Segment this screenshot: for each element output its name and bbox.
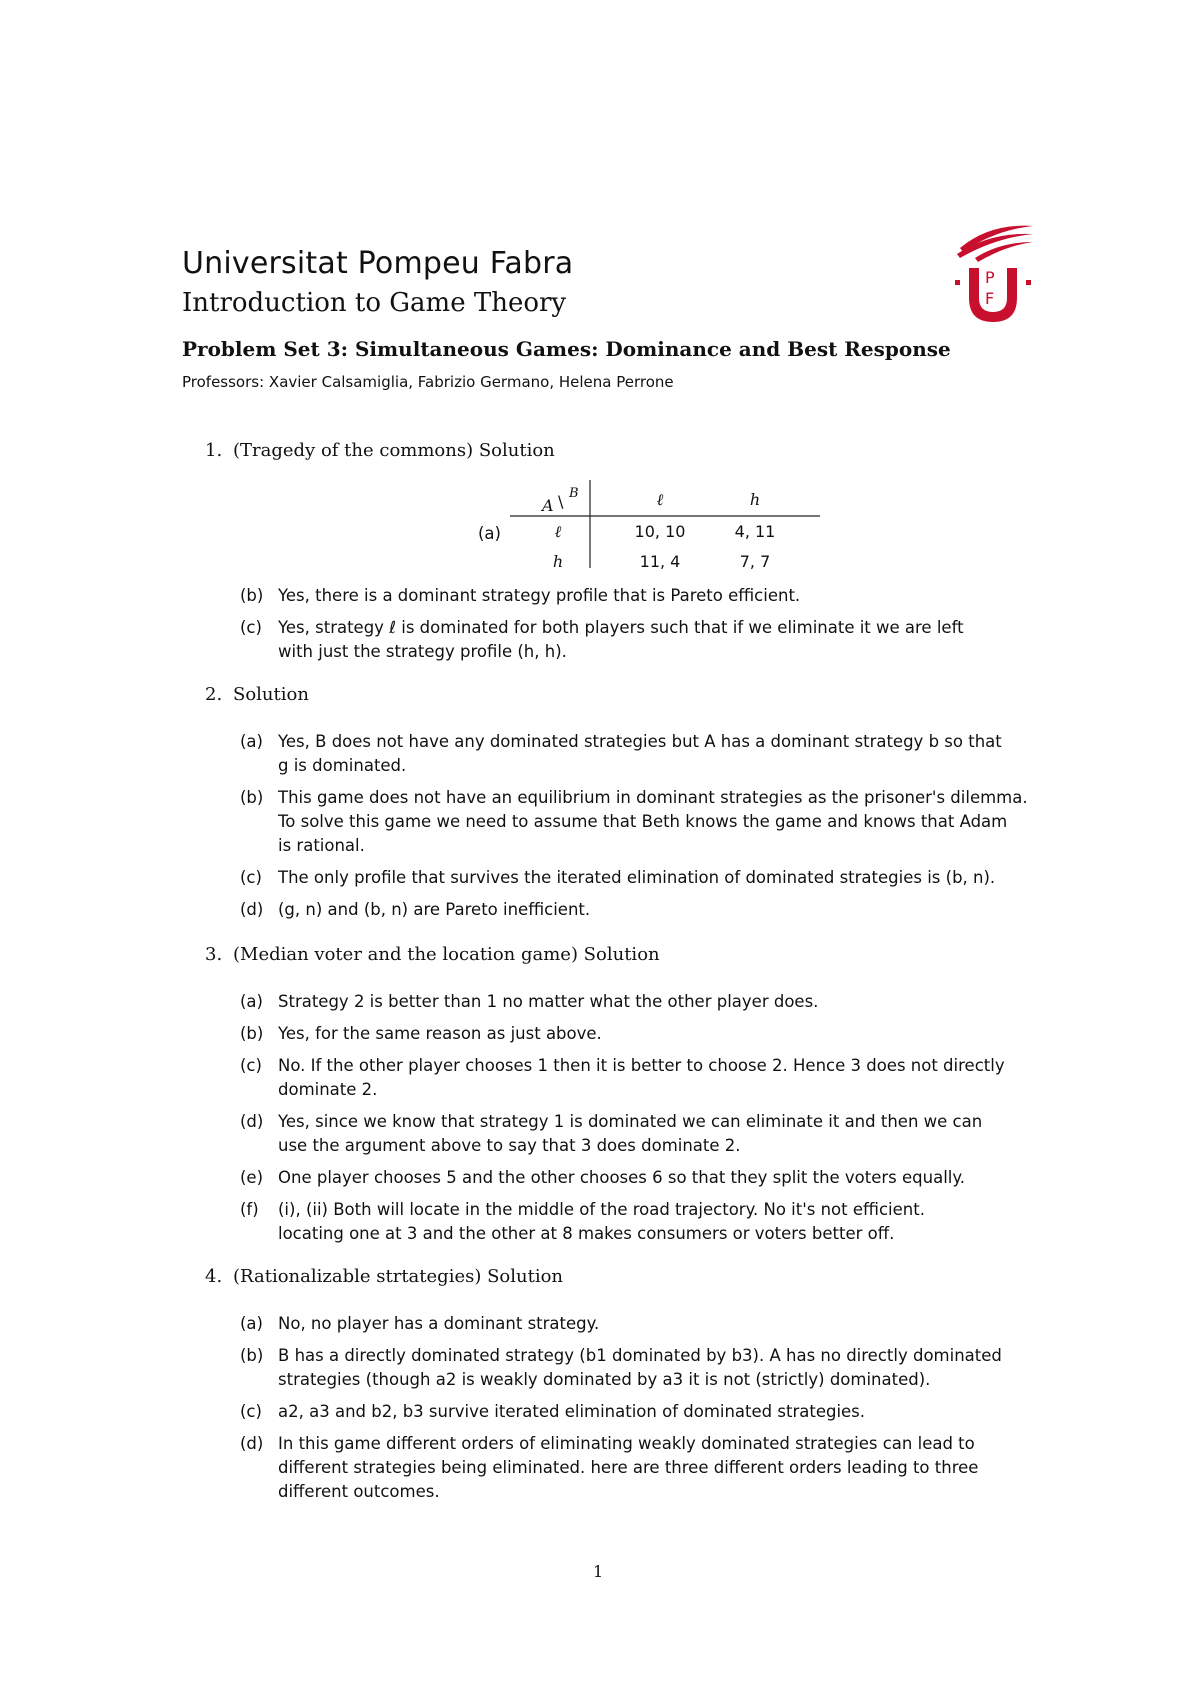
q4-item-b: [240, 1344, 1040, 1392]
item-text: is rational.: [278, 836, 365, 855]
item-text: To solve this game we need to assume that Beth knows the game and knows that Adam: [278, 812, 1008, 831]
row-header-l: ℓ: [554, 522, 562, 541]
payoff-cell: 10, 10: [634, 522, 686, 541]
item-label: (d): [240, 1434, 264, 1453]
item-label: (b): [240, 1346, 264, 1365]
item-text: The only profile that survives the iterated elimination of dominated strategies is (b, n).: [278, 868, 996, 887]
q2-item-a: [240, 730, 1040, 778]
item-label: (e): [240, 1168, 264, 1187]
item-text: Strategy 2 is better than 1 no matter what the other player does.: [278, 992, 819, 1011]
item-text: dominate 2.: [278, 1080, 378, 1099]
q4-item-c: [240, 1400, 1040, 1424]
question-number: 3.: [205, 944, 223, 965]
item-label: (c): [240, 1402, 262, 1421]
item-text: (i), (ii) Both will locate in the middle of the road trajectory. No it's not efficient.: [278, 1200, 925, 1219]
q2-item-b: [240, 786, 1040, 858]
question-title: (Rationalizable strtategies) Solution: [233, 1266, 564, 1287]
item-label: (b): [240, 788, 264, 807]
logo-dot-right: [1026, 280, 1031, 285]
question-1-heading: [205, 440, 555, 461]
question-number: 1.: [205, 440, 223, 461]
question-4-heading: [205, 1266, 563, 1287]
q1-item-c: [240, 616, 1040, 664]
payoff-cell: 11, 4: [639, 552, 681, 571]
question-number: 2.: [205, 684, 223, 705]
question-2-heading: [205, 684, 309, 705]
q3-item-a: [240, 990, 1040, 1014]
q4-item-d: [240, 1432, 1040, 1504]
item-text: Yes, since we know that strategy 1 is dominated we can eliminate it and then we can: [278, 1112, 983, 1131]
item-label: (b): [240, 1024, 264, 1043]
item-text: Yes, strategy ℓ is dominated for both players such that if we eliminate it we are left: [278, 618, 964, 637]
problem-set-title: Problem Set 3: Simultaneous Games: Dominance and Best Response: [182, 337, 951, 361]
question-title: (Tragedy of the commons) Solution: [233, 440, 555, 461]
item-text: g is dominated.: [278, 756, 407, 775]
page-number: 1: [593, 1562, 604, 1581]
item-label: (b): [240, 586, 264, 605]
item-text: No, no player has a dominant strategy.: [278, 1314, 600, 1333]
item-label: (a): [240, 732, 263, 751]
q3-item-b: [240, 1022, 1040, 1046]
q3-item-c: [240, 1054, 1040, 1102]
corner-a: A: [542, 496, 554, 515]
professors-line: Professors: Xavier Calsamiglia, Fabrizio Germano, Helena Perrone: [182, 373, 674, 391]
item-label: (d): [240, 1112, 264, 1131]
item-text: strategies (though a2 is weakly dominated by a3 it is not (strictly) dominated).: [278, 1370, 931, 1389]
item-label: (d): [240, 900, 264, 919]
q3-item-f: [240, 1198, 1040, 1246]
item-text: use the argument above to say that 3 does dominate 2.: [278, 1136, 741, 1155]
item-text: with just the strategy profile (h, h).: [278, 642, 567, 661]
logo-letter-p: P: [985, 268, 995, 287]
item-text: Yes, for the same reason as just above.: [278, 1024, 602, 1043]
item-text: Yes, B does not have any dominated strategies but A has a dominant strategy b so that: [278, 732, 1002, 751]
corner-b: B: [569, 486, 579, 501]
item-label: (c): [240, 1056, 262, 1075]
item-text: In this game different orders of eliminating weakly dominated strategies can lead to: [278, 1434, 975, 1453]
item-label: (a): [240, 992, 263, 1011]
q3-item-d: [240, 1110, 1040, 1158]
item-text: No. If the other player chooses 1 then it is better to choose 2. Hence 3 does not directly: [278, 1056, 1005, 1075]
q2-item-d: [240, 898, 1040, 922]
course-title: Introduction to Game Theory: [182, 288, 567, 318]
corner-backslash: \: [558, 492, 564, 511]
payoff-cell: 4, 11: [734, 522, 776, 541]
q2-item-c: [240, 866, 1040, 890]
q4-item-a: [240, 1312, 1040, 1336]
payoff-cell: 7, 7: [739, 552, 771, 571]
logo-dot-left: [955, 280, 960, 285]
item-text: One player chooses 5 and the other chooses 6 so that they split the voters equally.: [278, 1168, 966, 1187]
item-label: (a): [240, 1314, 263, 1333]
item-text: locating one at 3 and the other at 8 makes consumers or voters better off.: [278, 1224, 895, 1243]
item-text: (g, n) and (b, n) are Pareto inefficient.: [278, 900, 591, 919]
question-title: Solution: [233, 684, 309, 705]
row-header-h: h: [552, 552, 564, 571]
item-label: (c): [240, 868, 262, 887]
item-label: (a): [478, 524, 501, 543]
item-text: B has a directly dominated strategy (b1 dominated by b3). A has no directly dominated: [278, 1346, 1002, 1365]
question-number: 4.: [205, 1266, 223, 1287]
item-label: (f): [240, 1200, 259, 1219]
item-text: a2, a3 and b2, b3 survive iterated elimination of dominated strategies.: [278, 1402, 866, 1421]
item-text: different outcomes.: [278, 1482, 440, 1501]
q1-item-b: [240, 584, 1040, 608]
item-text: Yes, there is a dominant strategy profile that is Pareto efficient.: [278, 586, 801, 605]
col-header-l: ℓ: [656, 490, 664, 509]
item-text: This game does not have an equilibrium in dominant strategies as the prisoner's dilemma.: [278, 788, 1028, 807]
question-3-heading: [205, 944, 660, 965]
question-title: (Median voter and the location game) Solution: [233, 944, 660, 965]
upf-logo: [945, 218, 1035, 328]
item-text: different strategies being eliminated. here are three different orders leading to three: [278, 1458, 979, 1477]
item-label: (c): [240, 618, 262, 637]
university-name: Universitat Pompeu Fabra: [182, 246, 574, 281]
logo-letter-f: F: [985, 289, 995, 308]
col-header-h: h: [749, 490, 761, 509]
q3-item-e: [240, 1166, 1040, 1190]
